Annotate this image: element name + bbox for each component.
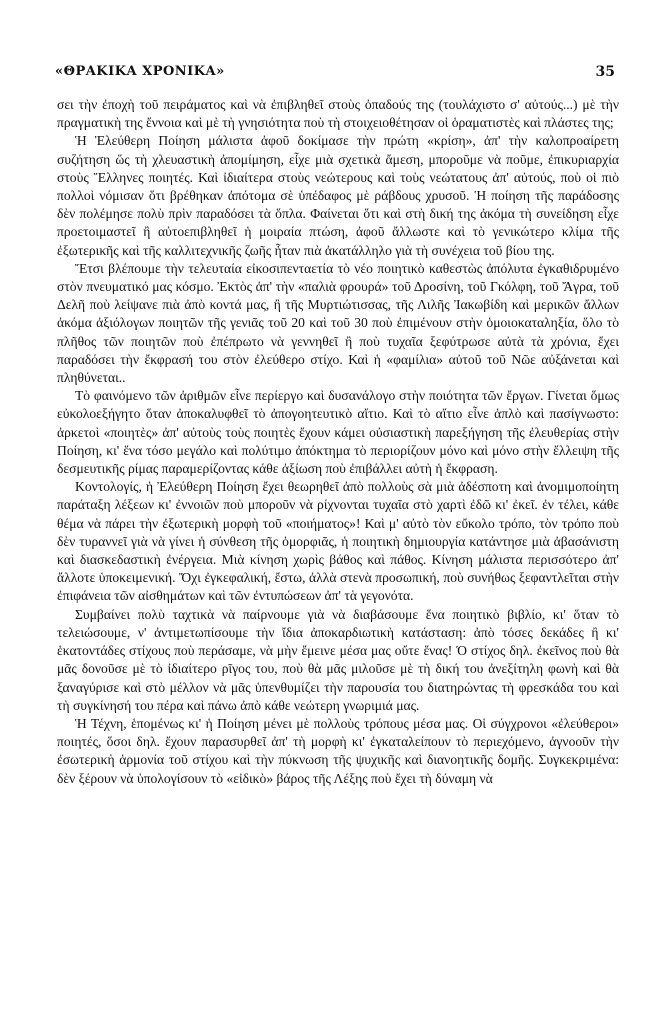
running-head: «ΘΡΑΚΙΚΑ ΧΡΟΝΙΚΑ» — [55, 64, 225, 79]
paragraph: Ἡ Τέχνη, ἑπομένως κι' ἡ Ποίηση μένει μὲ πολλοὺς τρόπους μέσα μας. Οἱ σύγχρονοι «ἐλεύθεροι» ποιητές, ὅσοι δηλ. ἔχουν παρασυρθεῖ ἀπ' τὴ μορφὴ κι' ἐγκαταλείπουν τὸ περιεχόμενο, ἀγνοοῦν τὴν ἐσωτερικὴ ἁρμονία τοῦ στίχου καὶ τὴν πύκνωση τῆς ψυχικῆς καὶ διανοητικῆς δομῆς. Συγκεκριμένα: δὲν ξέρουν νὰ ὑπολογίσουν τὸ «εἰδικὸ» βάρος τῆς Λέξης ποὺ ἔχει τὴ δύναμη νὰ — [57, 715, 619, 786]
page-header — [57, 54, 619, 80]
paragraph: Τὸ φαινόμενο τῶν ἀριθμῶν εἶνε περίεργο καὶ δυσανάλογο στὴν ποιότητα τῶν ἔργων. Γίνεται ὅμως εὐκολοεξήγητο ὅταν ἀποκαλυφθεῖ τὸ ἀπογοητευτικὸ αἴτιο. Καὶ τὸ αἴτιο εἶνε ἁπλὸ καὶ πασίγνωστο: ἀρκετοὶ «ποιητὲς» ἀπ' αὐτοὺς τοὺς ποιητὲς ἔχουν κάμει οὐσιαστικὴ παρεξήγηση τῆς ἐλευθερίας στὴν Ποίηση, κι' ἕνα τόσο μεγάλο καὶ πολύτιμο ἀπόκτημα τὸ περιορίζουν μόνο καὶ μόνο στὴν ἔλλειψη τῆς δεσμευτικῆς ρίμας παραμερίζοντας κάθε ἀξίωση ποὺ ἐπιβάλλει αὐτὴ ἡ ἔκφραση. — [57, 388, 619, 477]
body-text — [57, 96, 619, 788]
paragraph: Κοντολογίς, ἡ Ἐλεύθερη Ποίηση ἔχει θεωρηθεῖ ἀπὸ πολλοὺς σὰ μιὰ ἀδέσποτη καὶ ἀνομιμοποίητη παράταξη λέξεων κι' ἐννοιῶν ποὺ μποροῦν νὰ ρίχνονται τυχαῖα στὸ χαρτὶ ἐδῶ κι' ἐκεῖ. ἐν τέλει, κάθε θέμα νὰ πάρει τὴν ἐξωτερικὴ μορφὴ τοῦ «ποιήματος»! Καὶ μ' αὐτὸ τὸν εὔκολο τρόπο, τὸν τρόπο ποὺ δὲν τυραννεῖ γιὰ νὰ γίνει ἡ σύνθεση τῆς ὁμορφιᾶς, ἡ ποιητικὴ δημιουργία κατάντησε μιὰ ἀβασάνιστη καὶ διασκεδαστικὴ ἐνέργεια. Μιὰ κίνηση χωρὶς βάθος καὶ πάθος. Κίνηση μάλιστα περισσότερο ἀπ' ἄλλοτε ὑποκειμενική. Ὄχι ἐγκεφαλική, ἔστω, ἀλλὰ στενὰ προσωπική, ποὺ συνήθως ξεφαντλεῖται στὴν ἐπιφάνεια τῶν αἰσθημάτων καὶ τῶν ἐντυπώσεων ἀπ' τὰ γεγονότα. — [57, 479, 619, 604]
paragraph: Ἡ Ἐλεύθερη Ποίηση μάλιστα ἀφοῦ δοκίμασε τὴν πρώτη «κρίση», ἀπ' τὴν καλοπροαίρετη συζήτηση ὥς τὴ χλευαστικὴ ἀπομίμηση, εἶχε μιὰ σχετικὰ ἄμεση, μποροῦμε νὰ ποῦμε, ἐπικυριαρχία στοὺς Ἕλληνες ποιητές. Καὶ ἰδιαίτερα στοὺς νεώτερους καὶ τοὺς νεώτατους ἀπ' αὐτούς, ποὺ οἱ πιὸ πολλοὶ νόμισαν ὅτι βρέθηκαν ἀπότομα σὲ ὑπέδαφος μὲ ράβδους χρυσοῦ. Ἡ ποίηση τῆς παράδοσης δὲν πολέμησε πολὺ πρὶν παραδόσει τὰ ὅπλα. Φαίνεται ὅτι καὶ στὴ δική της ἀκόμα τὴ συνείδηση εἶχε προετοιμαστεῖ ἢ αὐτοεπιβληθεῖ ἡ μοιραία πτώση, ἀφοῦ ἄλλωστε καὶ τὸ γενικώτερο κλίμα τῆς ἐξωτερικῆς καὶ τῆς καλλιτεχνικῆς ζωῆς ἦταν πιὰ ἀκατάλληλο γιὰ τὴ συνέχεια τοῦ βίου της. — [57, 133, 619, 258]
page-number: 35 — [595, 64, 615, 80]
paragraph: σει τὴν ἐποχὴ τοῦ πειράματος καὶ νὰ ἐπιβληθεῖ στοὺς ὀπαδούς της (τουλάχιστο σ' αὐτούς...) μὲ τὴν πραγματικὴ της ἔννοια καὶ μὲ τὴ γνησιότητα ποὺ τὴ στοιχειοθέτησαν οἱ ὁραματιστὲς καὶ πλάστες της; — [57, 97, 619, 131]
paragraph: Ἔτσι βλέπουμε τὴν τελευταία εἰκοσιπενταετία τὸ νέο ποιητικὸ καθεστὼς ἀπόλυτα ἐγκαθιδρυμένο στὸν πνευματικό μας κόσμο. Ἐκτὸς ἀπ' τὴν «παλιὰ φρουρά» τοῦ Δροσίνη, τοῦ Γκόλφη, τοῦ Ἄγρα, τοῦ Δελῆ ποὺ λείψανε πιὰ ἀπὸ κοντά μας, ἢ τῆς Μυρτιώτισσας, τῆς Λιλῆς Ἰακωβίδη καὶ μερικῶν ἄλλων ἀκόμα ἀξιόλογων ποιητῶν τῆς γενιᾶς τοῦ 20 καὶ τοῦ 30 ποὺ ἐπιμένουν στὴν ὁμοιοκαταληξία, ὅλο τὸ πλῆθος τῶν ποιητῶν ποὺ ἐπέπρωτο νὰ γεννηθεῖ ἢ ποὺ τυχαῖα ξεφύτρωσε αὐτὰ τὰ χρόνια, ἔχει παραδόσει τὴν ἔκφρασή του στὸν ἐλεύθερο στίχο. Καὶ ἡ «φαμίλια» αὐτοῦ τοῦ Νῶε αὐξάνεται καὶ πληθύνεται.. — [57, 260, 619, 386]
paragraph: Συμβαίνει πολὺ ταχτικὰ νὰ παίρνουμε γιὰ νὰ διαβάσουμε ἕνα ποιητικὸ βιβλίο, κι' ὅταν τὸ τελειώσουμε, ν' ἀντιμετωπίσουμε τὴν ἴδια ἀποκαρδιωτικὴ κατάσταση: ἀπὸ τόσες δεκάδες ἢ κι' ἑκατοντάδες στίχους ποὺ περάσαμε, νὰ μὴν ἔμεινε μέσα μας οὔτε ἕνας! Ὁ στίχος δηλ. ἐκεῖνος ποὺ θὰ μᾶς δονοῦσε μὲ τὸ ἰδιαίτερο ρῖγος του, ποὺ θὰ μᾶς μιλοῦσε μὲ τὴ δική του ἀνεξίτηλη φωνὴ καὶ θὰ ξαναγύρισε καὶ στὸ μέλλον νὰ μᾶς ὑπενθυμίζει τὴν παρουσία του διατηρώντας τὴ φρεσκάδα του καὶ τὴ συγκίνησή του πέρα καὶ πάνω ἀπὸ κάθε νεώτερη γνωριμιά μας. — [57, 606, 619, 713]
